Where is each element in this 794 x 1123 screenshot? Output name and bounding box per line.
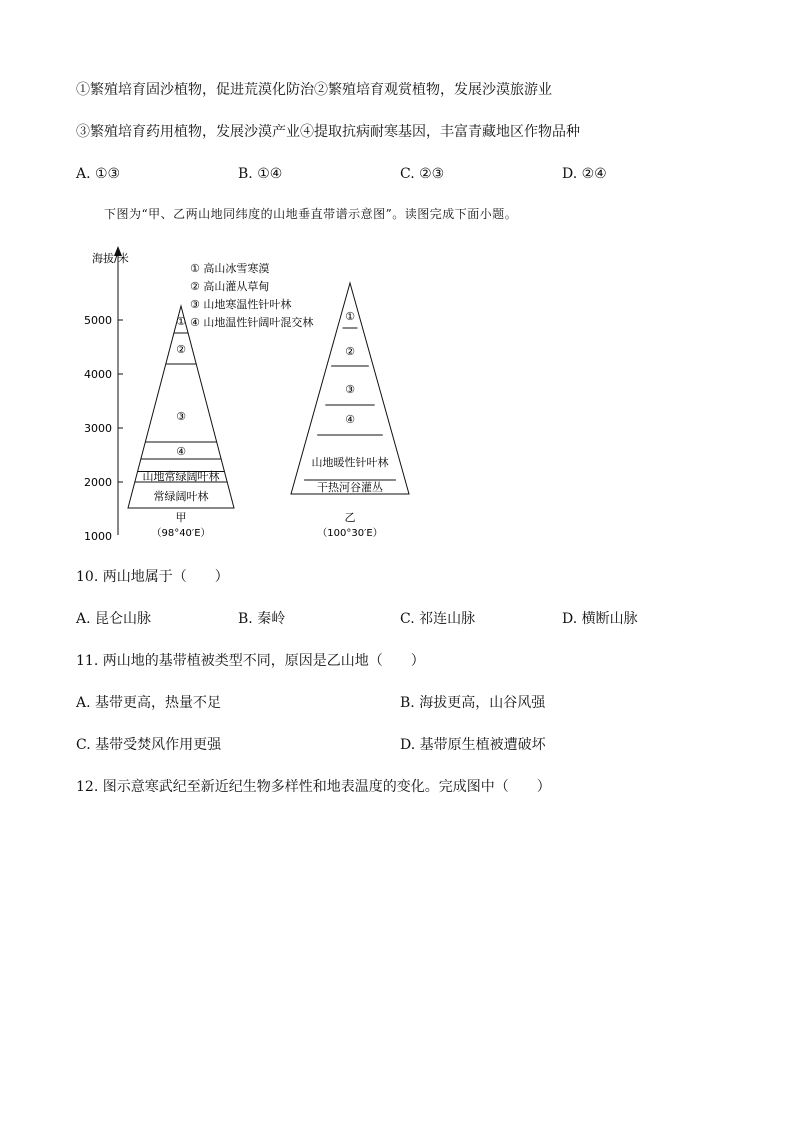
jia-coord: （98°40′E） <box>151 528 211 539</box>
option-line-2: ③繁殖培育药用植物，发展沙漠产业④提取抗病耐寒基因，丰富青藏地区作物品种 <box>76 124 580 140</box>
jia-name: 甲 <box>175 511 187 524</box>
q10-option-d[interactable]: D. 横断山脉 <box>562 611 638 627</box>
q9-option-b[interactable]: B. ①④ <box>238 166 283 182</box>
q10-option-a[interactable]: A. 昆仑山脉 <box>76 611 152 627</box>
q10-stem: 10. 两山地属于（ ） <box>76 569 229 585</box>
q9-option-a[interactable]: A. ①③ <box>76 166 121 182</box>
jia-zone-5: 山地常绿阔叶林 <box>142 470 220 483</box>
yi-zone-6: 干热河谷灌丛 <box>317 481 383 494</box>
q10-option-b[interactable]: B. 秦岭 <box>238 611 286 627</box>
vertical-zone-diagram <box>70 240 430 545</box>
jia-zone-2: ② <box>176 343 186 356</box>
y-axis <box>114 246 123 535</box>
legend-item-3: ③ 山地寒温性针叶林 <box>190 298 292 311</box>
legend-item-1: ① 高山冰雪寒漠 <box>190 262 270 275</box>
option-line-1: ①繁殖培育固沙植物，促进荒漠化防治②繁殖培育观赏植物，发展沙漠旅游业 <box>76 82 552 98</box>
legend <box>190 261 313 329</box>
y-tick-5000: 5000 <box>84 314 112 327</box>
yi-zone-4: ④ <box>345 413 355 426</box>
y-tick-1000: 1000 <box>84 530 112 543</box>
q9-option-c[interactable]: C. ②③ <box>400 166 445 182</box>
yi-zone-2: ② <box>345 345 355 358</box>
y-tick-3000: 3000 <box>84 422 112 435</box>
y-tick-2000: 2000 <box>84 476 112 489</box>
jia-zone-3: ③ <box>176 410 186 423</box>
q10-option-c[interactable]: C. 祁连山脉 <box>400 611 476 627</box>
yi-zone-1: ① <box>345 310 355 323</box>
diagram-intro: 下图为“甲、乙两山地同纬度的山地垂直带谱示意图”。读图完成下面小题。 <box>104 207 518 221</box>
jia-zone-6: 常绿阔叶林 <box>153 490 209 503</box>
q11-stem: 11. 两山地的基带植被类型不同，原因是乙山地（ ） <box>76 653 425 669</box>
yi-zone-5: 山地暖性针叶林 <box>311 456 389 469</box>
legend-item-2: ② 高山灌从草甸 <box>190 280 270 293</box>
q11-option-a[interactable]: A. 基带更高，热量不足 <box>76 695 222 711</box>
q11-option-c[interactable]: C. 基带受焚风作用更强 <box>76 737 222 753</box>
q11-option-b[interactable]: B. 海拔更高，山谷风强 <box>400 695 546 711</box>
yi-name: 乙 <box>344 511 356 524</box>
jia-zone-4: ④ <box>176 445 186 458</box>
yi-zone-3: ③ <box>345 383 355 396</box>
q9-option-d[interactable]: D. ②④ <box>562 166 607 182</box>
yi-coord: （100°30′E） <box>317 528 383 539</box>
q12-stem: 12. 图示意寒武纪至新近纪生物多样性和地表温度的变化。完成图中（ ） <box>76 779 551 795</box>
y-tick-4000: 4000 <box>84 368 112 381</box>
q11-option-d[interactable]: D. 基带原生植被遭破坏 <box>400 737 546 753</box>
jia-zone-1: ① <box>176 315 186 328</box>
legend-item-4: ④ 山地温性针阔叶混交林 <box>190 316 314 329</box>
y-axis-label: 海拔/米 <box>92 252 129 265</box>
